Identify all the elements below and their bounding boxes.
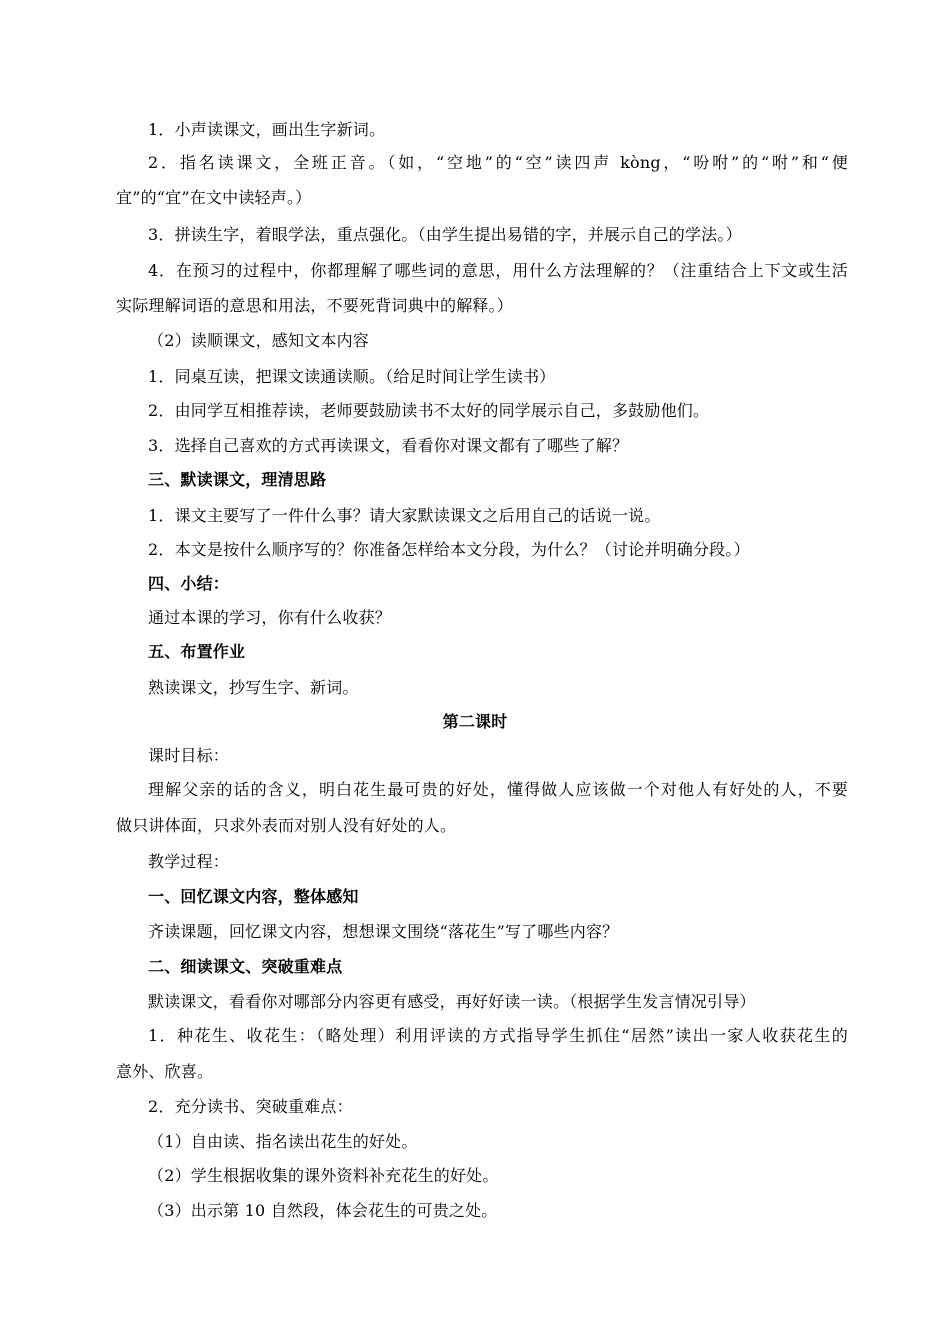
- step-item-continued: 宜”的“宜”在文中读轻声。）: [116, 188, 312, 207]
- paragraph: 熟读课文，抄写生字、新词。: [148, 678, 359, 697]
- section-heading: 五、布置作业: [148, 642, 246, 661]
- step-item-continued: 实际理解词语的意思和用法，不要死背词典中的解释。）: [116, 296, 514, 315]
- section-heading: 一、回忆课文内容，整体感知: [148, 887, 359, 906]
- step-item: 1．课文主要写了一件什么事？请大家默读课文之后用自己的话说一说。: [148, 506, 661, 525]
- lesson-title: 第二课时: [442, 712, 508, 731]
- step-item: 1．种花生、收花生：（略处理）利用评读的方式指导学生抓住“居然”读出一家人收获花生的: [148, 1026, 848, 1045]
- step-item: 4．在预习的过程中，你都理解了哪些词的意思，用什么方法理解的？（注重结合上下文或生活: [148, 261, 848, 280]
- step-item: 2．指名读课文，全班正音。（如，“空地”的“空”读四声 kòng，“吩咐”的“咐”和“便: [148, 153, 848, 172]
- step-item: 1．同桌互读，把课文读通读顺。（给足时间让学生读书）: [148, 367, 556, 386]
- step-item: 2．由同学互相推荐读，老师要鼓励读书不太好的同学展示自己，多鼓励他们。: [148, 401, 710, 420]
- step-item: 2．本文是按什么顺序写的？你准备怎样给本文分段，为什么？（讨论并明确分段。）: [148, 540, 750, 559]
- step-item: 1．小声读课文，画出生字新词。: [148, 120, 386, 139]
- step-item-continued: 意外、欣喜。: [116, 1062, 214, 1081]
- paragraph: 默读课文，看看你对哪部分内容更有感受，再好好读一读。（根据学生发言情况引导）: [148, 992, 756, 1011]
- paragraph: 齐读课题，回忆课文内容，想想课文围绕“落花生”写了哪些内容？: [148, 922, 619, 941]
- sub-step-item: （1）自由读、指名读出花生的好处。: [148, 1132, 418, 1151]
- section-heading: 二、细读课文、突破重难点: [148, 957, 343, 976]
- paragraph: 理解父亲的话的含义，明白花生最可贵的好处，懂得做人应该做一个对他人有好处的人，不要: [148, 780, 848, 799]
- label: 课时目标：: [148, 746, 230, 765]
- step-item: 2．充分读书、突破重难点：: [148, 1097, 353, 1116]
- section-heading: 三、默读课文，理清思路: [148, 470, 327, 489]
- section-heading: 四、小结：: [148, 574, 230, 593]
- sub-heading: （2）读顺课文，感知文本内容: [148, 331, 369, 350]
- label: 教学过程：: [148, 852, 230, 871]
- step-item: 3．选择自己喜欢的方式再读课文，看看你对课文都有了哪些了解？: [148, 436, 629, 455]
- step-item: 3．拼读生字，着眼学法，重点强化。（由学生提出易错的字，并展示自己的学法。）: [148, 225, 742, 244]
- paragraph: 通过本课的学习，你有什么收获？: [148, 608, 392, 627]
- paragraph-continued: 做只讲体面，只求外表而对别人没有好处的人。: [116, 816, 457, 835]
- sub-step-item: （2）学生根据收集的课外资料补充花生的好处。: [148, 1166, 499, 1185]
- sub-step-item: （3）出示第 10 自然段，体会花生的可贵之处。: [148, 1201, 498, 1220]
